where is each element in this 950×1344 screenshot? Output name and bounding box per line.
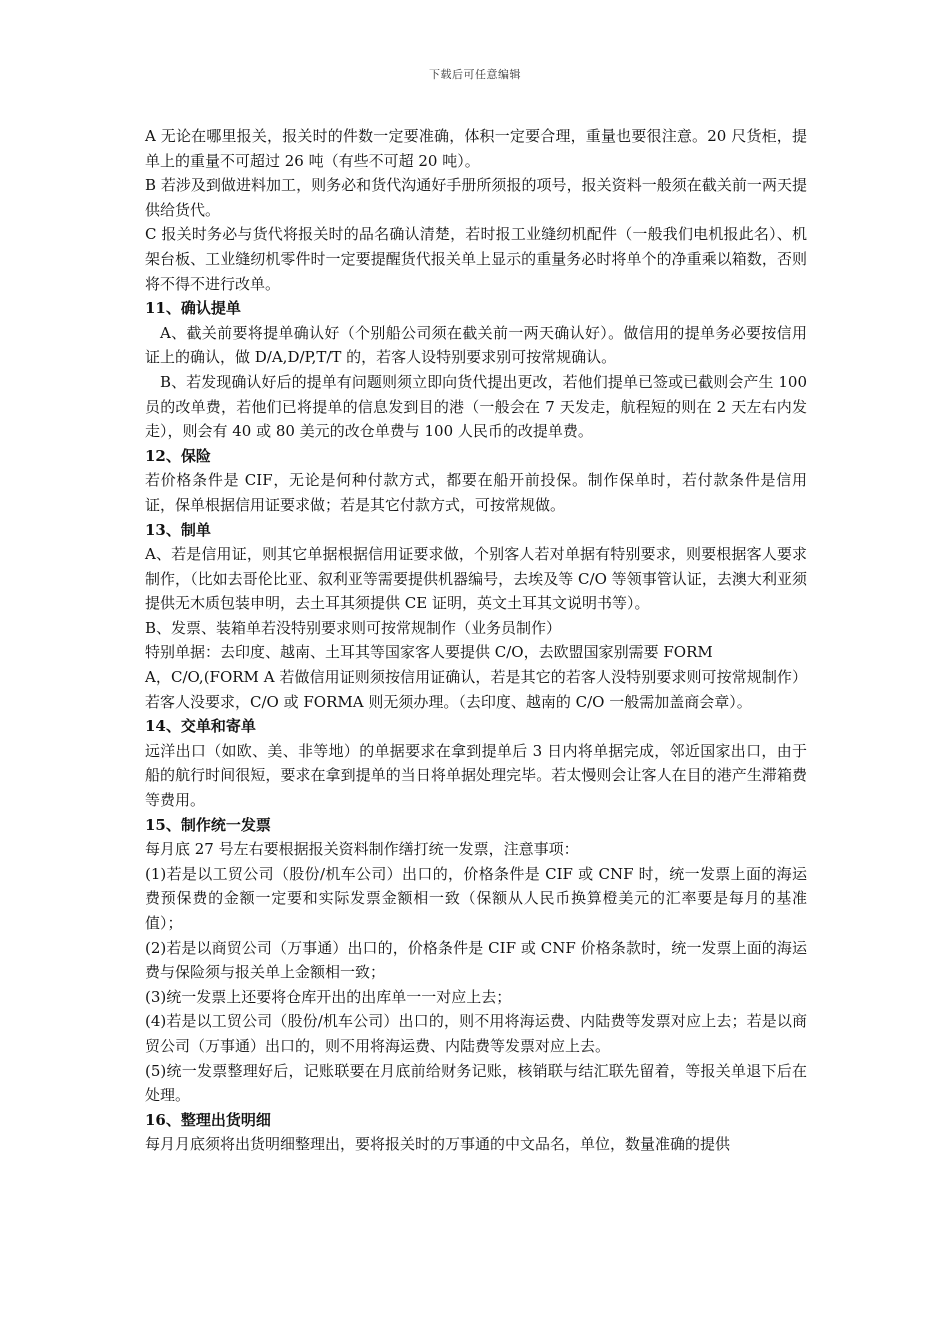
section-14-text: 远洋出口（如欧、美、非等地）的单据要求在拿到提单后 3 日内将单据完成，邻近国家出口，由于船的航行时间很短，要求在拿到提单的当日将单据处理完毕。若太慢则会让客人在目的港产生滞箱费等费用。 — [145, 741, 807, 810]
section-12-text: 若价格条件是 CIF，无论是何种付款方式，都要在船开前投保。制作保单时，若付款条件是信用证，保单根据信用证要求做；若是其它付款方式，可按常规做。 — [145, 471, 807, 514]
section-13-heading: 13、制单 — [145, 520, 211, 539]
section-15-item-1: (1)若是以工贸公司（股份/机车公司）出口的，价格条件是 CIF 或 CNF 时，统一发票上面的海运费预保费的金额一定要和实际发票金额相一致（保额从人民币换算橙美元的汇率要是每月的基准值）； — [145, 864, 807, 932]
paragraph-c: C 报关时务必与货代将报关时的品名确认清楚，若时报工业缝纫机配件（一般我们电机报此名）、机架台板、工业缝纫机零件时一定要提醒货代报关单上显示的重量务必时将单个的净重乘以箱数，否则将不得不进行改单。 — [145, 225, 807, 293]
paragraph-a: A 无论在哪里报关，报关时的件数一定要准确，体积一定要合理，重量也要很注意。20 尺货柜，提单上的重量不可超过 26 吨（有些不可超 20 吨）。 — [145, 127, 807, 170]
section-13-item-b: B、发票、装箱单若没特别要求则可按常规制作（业务员制作） — [145, 618, 562, 637]
section-13-special-line-1: 特别单据：去印度、越南、土耳其等国家客人要提供 C/O，去欧盟国家别需要 FORM — [145, 643, 713, 662]
document-body — [145, 124, 807, 1157]
section-14-heading: 14、交单和寄单 — [145, 717, 256, 736]
section-15-intro: 每月底 27 号左右要根据报关资料制作缮打统一发票，注意事项： — [145, 840, 579, 859]
section-15-item-5: (5)统一发票整理好后，记账联要在月底前给财务记账，核销联与结汇联先留着，等报关单退下后在处理。 — [145, 1061, 807, 1105]
section-16-text: 每月月底须将出货明细整理出，要将报关时的万事通的中文品名，单位，数量准确的提供 — [145, 1135, 731, 1154]
section-11-item-b: B、若发现确认好后的提单有问题则须立即向货代提出更改，若他们提单已签或已截则会产生 100 员的改单费，若他们已将提单的信息发到目的港（一般会在 7 天发走，航程短的则在 2 天左右内发走），则会有 40 或 80 美元的改仓单费与 100 人民币的改提单费。 — [145, 372, 807, 441]
page-header: 下载后可任意编辑 — [429, 68, 521, 81]
section-15-heading: 15、制作统一发票 — [145, 815, 271, 834]
paragraph-b: B 若涉及到做进料加工，则务必和货代沟通好手册所须报的项号，报关资料一般须在截关前一两天提供给货代。 — [145, 176, 807, 219]
section-13-special-line-2: A，C/O,(FORM A 若做信用证则须按信用证确认，若是其它的若客人没特别要求则可按常规制作）若客人没要求，C/O 或 FORMA 则无须办理。（去印度、越南的 C/O 一般需加盖商会章）。 — [145, 668, 807, 711]
section-15-item-3: (3)统一发票上还要将仓库开出的出库单一一对应上去； — [145, 987, 512, 1006]
section-15-item-2: (2)若是以商贸公司（万事通）出口的，价格条件是 CIF 或 CNF 价格条款时，统一发票上面的海运费与保险须与报关单上金额相一致； — [145, 938, 807, 982]
section-11-item-a: A、截关前要将提单确认好（个别船公司须在截关前一两天确认好）。做信用的提单务必要按信用证上的确认，做 D/A,D/P,T/T 的，若客人设特别要求别可按常规确认。 — [145, 323, 807, 367]
section-12-heading: 12、保险 — [145, 446, 211, 465]
section-11-heading: 11、确认提单 — [145, 299, 241, 318]
section-16-heading: 16、整理出货明细 — [145, 1110, 271, 1129]
section-13-item-a: A、若是信用证，则其它单据根据信用证要求做，个别客人若对单据有特别要求，则要根据客人要求制作，（比如去哥伦比亚、叙利亚等需要提供机器编号，去埃及等 C/O 等领事管认证，去澳大利亚须提供无木质包装申明，去土耳其须提供 CE 证明，英文土耳其文说明书等）。 — [145, 545, 807, 613]
section-15-item-4: (4)若是以工贸公司（股份/机车公司）出口的，则不用将海运费、内陆费等发票对应上去；若是以商贸公司（万事通）出口的，则不用将海运费、内陆费等发票对应上去。 — [145, 1012, 807, 1055]
